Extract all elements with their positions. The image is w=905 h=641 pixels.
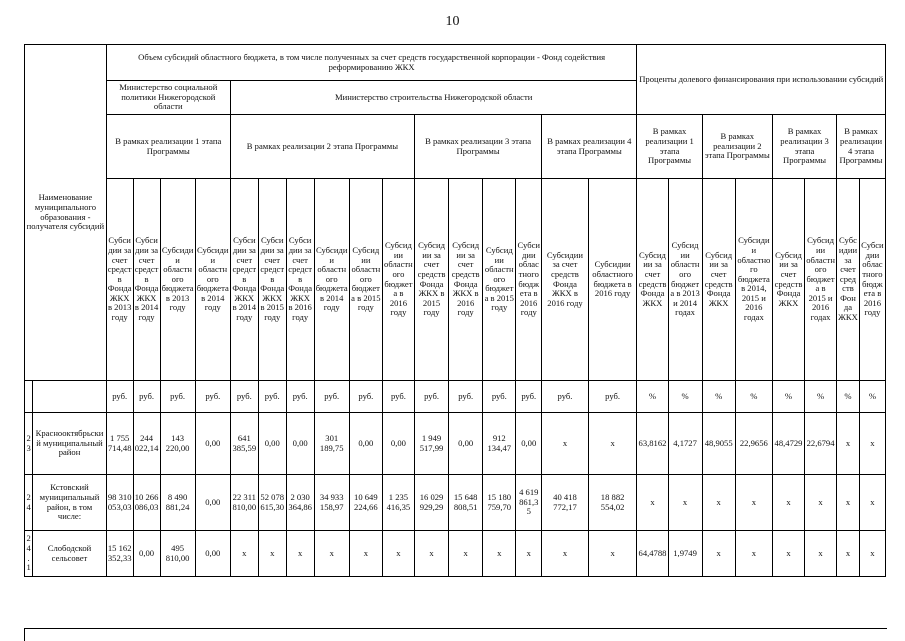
- value-cell: x: [230, 531, 258, 577]
- unit-cell: руб.: [195, 381, 230, 413]
- value-cell: x: [702, 475, 735, 531]
- unit-cell: руб.: [133, 381, 160, 413]
- value-cell: 64,4788: [637, 531, 668, 577]
- subheader-cell: Субсидии за счет средств Фонда ЖКХ: [837, 179, 860, 381]
- value-cell: 4,1727: [668, 413, 702, 475]
- subheader-cell: Субсидии областного бюджета в 2016 году: [382, 179, 414, 381]
- header-volume-title: Объем субсидий областного бюджета, в том числе полученных за счет средств государственной корпорации - Фонд содействия реформированию ЖКХ: [106, 45, 637, 81]
- value-cell: 0,00: [382, 413, 414, 475]
- value-cell: 1 949 517,99: [414, 413, 448, 475]
- value-cell: x: [449, 531, 483, 577]
- unit-cell: руб.: [542, 381, 589, 413]
- unit-cell: %: [837, 381, 860, 413]
- value-cell: 16 029 929,29: [414, 475, 448, 531]
- unit-cell: %: [637, 381, 668, 413]
- value-cell: 1 235 416,35: [382, 475, 414, 531]
- table-row: [25, 475, 886, 531]
- value-cell: x: [837, 413, 860, 475]
- value-cell: 143 220,00: [160, 413, 195, 475]
- value-cell: 8 490 881,24: [160, 475, 195, 531]
- value-cell: 48,9055: [702, 413, 735, 475]
- value-cell: 641 385,59: [230, 413, 258, 475]
- header-stage3: В рамках реализации 3 этапа Программы: [414, 115, 541, 179]
- subheader-cell: Субсидии за счет средств Фонда ЖКХ: [637, 179, 668, 381]
- value-cell: x: [859, 475, 885, 531]
- value-cell: 52 078 615,30: [258, 475, 286, 531]
- page-number: 10: [445, 14, 460, 29]
- value-cell: 22,6794: [805, 413, 837, 475]
- value-cell: 495 810,00: [160, 531, 195, 577]
- subheader-cell: Субсидии за счет средств Фонда ЖКХ: [702, 179, 735, 381]
- value-cell: x: [805, 475, 837, 531]
- row-name: Краснооктябрьский муниципальный район: [33, 413, 106, 475]
- subheader-cell: Субсидии областного бюджета в 2014 году: [314, 179, 349, 381]
- row-number: 23: [25, 413, 33, 475]
- value-cell: x: [314, 531, 349, 577]
- subheader-cell: Субсидии областного бюджета в 2016 году: [588, 179, 637, 381]
- value-cell: 0,00: [516, 413, 542, 475]
- value-cell: x: [735, 531, 772, 577]
- value-cell: x: [588, 531, 637, 577]
- value-cell: 22,9656: [735, 413, 772, 475]
- value-cell: 912 134,47: [483, 413, 516, 475]
- value-cell: 1 755 714,48: [106, 413, 133, 475]
- subheader-cell: Субсидии областного бюджета в 2014 году: [195, 179, 230, 381]
- value-cell: 0,00: [133, 531, 160, 577]
- value-cell: 15 162 352,33: [106, 531, 133, 577]
- value-cell: x: [702, 531, 735, 577]
- header-pct-stage4: В рамках реализации 4 этапа Программы: [837, 115, 886, 179]
- subheader-cell: Субсидии областного бюджета в 2013 и 2014 годах: [668, 179, 702, 381]
- value-cell: x: [516, 531, 542, 577]
- value-cell: x: [414, 531, 448, 577]
- row-name: Кстовский муниципальный район, в том числе:: [33, 475, 106, 531]
- value-cell: x: [837, 475, 860, 531]
- header-stage1: В рамках реализации 1 этапа Программы: [106, 115, 230, 179]
- subheader-cell: Субсидии за счет средств Фонда ЖКХ в 2013 году: [106, 179, 133, 381]
- header-pct-stage2: В рамках реализации 2 этапа Программы: [702, 115, 772, 179]
- unit-cell: %: [805, 381, 837, 413]
- header-percent-title: Проценты долевого финансирования при использовании субсидий: [637, 45, 886, 115]
- unit-cell: руб.: [449, 381, 483, 413]
- value-cell: 1,9749: [668, 531, 702, 577]
- unit-cell: руб.: [588, 381, 637, 413]
- table-row: [25, 531, 886, 577]
- value-cell: 10 649 224,66: [349, 475, 382, 531]
- value-cell: x: [286, 531, 314, 577]
- value-cell: 0,00: [449, 413, 483, 475]
- value-cell: x: [805, 531, 837, 577]
- unit-cell: %: [735, 381, 772, 413]
- value-cell: 0,00: [195, 475, 230, 531]
- value-cell: 15 180 759,70: [483, 475, 516, 531]
- subheader-cell: Субсидии областного бюджета в 2014, 2015 и 2016 годах: [735, 179, 772, 381]
- subheader-cell: Субсидии за счет средств Фонда ЖКХ в 2014 году: [230, 179, 258, 381]
- unit-cell: %: [668, 381, 702, 413]
- unit-cell: руб.: [483, 381, 516, 413]
- row-number: 24: [25, 475, 33, 531]
- value-cell: x: [542, 413, 589, 475]
- header-ministry-construction: Министерство строительства Нижегородской области: [230, 81, 637, 115]
- value-cell: 98 310 053,03: [106, 475, 133, 531]
- unit-cell: руб.: [414, 381, 448, 413]
- value-cell: 15 648 808,51: [449, 475, 483, 531]
- unit-cell: руб.: [230, 381, 258, 413]
- value-cell: x: [588, 413, 637, 475]
- value-cell: x: [735, 475, 772, 531]
- value-cell: x: [542, 531, 589, 577]
- subheader-cell: Субсидии за счет средств Фонда ЖКХ в 2016 году: [449, 179, 483, 381]
- value-cell: x: [772, 475, 804, 531]
- value-cell: 2 030 364,86: [286, 475, 314, 531]
- unit-cell: руб.: [160, 381, 195, 413]
- unit-cell: %: [702, 381, 735, 413]
- subheader-cell: Субсидии областного бюджета в 2016 году: [859, 179, 885, 381]
- value-cell: 0,00: [195, 413, 230, 475]
- header-ministry-social: Министерство социальной политики Нижегородской области: [106, 81, 230, 115]
- value-cell: x: [483, 531, 516, 577]
- value-cell: 0,00: [258, 413, 286, 475]
- header-pct-stage1: В рамках реализации 1 этапа Программы: [637, 115, 702, 179]
- unit-cell: руб.: [516, 381, 542, 413]
- value-cell: 22 311 810,00: [230, 475, 258, 531]
- unit-cell: руб.: [106, 381, 133, 413]
- value-cell: x: [837, 531, 860, 577]
- unit-cell: руб.: [286, 381, 314, 413]
- value-cell: x: [668, 475, 702, 531]
- subheader-cell: Субсидии за счет средств Фонда ЖКХ в 2014 году: [133, 179, 160, 381]
- value-cell: 4 619 861,35: [516, 475, 542, 531]
- value-cell: 48,4729: [772, 413, 804, 475]
- value-cell: 0,00: [286, 413, 314, 475]
- value-cell: 0,00: [349, 413, 382, 475]
- row-number: 24.1: [25, 531, 33, 577]
- value-cell: 244 022,14: [133, 413, 160, 475]
- value-cell: x: [382, 531, 414, 577]
- header-stage2: В рамках реализации 2 этапа Программы: [230, 115, 414, 179]
- value-cell: 10 266 086,03: [133, 475, 160, 531]
- subheader-cell: Субсидии областного бюджета в 2015 году: [349, 179, 382, 381]
- subheader-cell: Субсидии областного бюджета в 2015 и 2016 годах: [805, 179, 837, 381]
- value-cell: x: [637, 475, 668, 531]
- header-stage4: В рамках реализации 4 этапа Программы: [542, 115, 637, 179]
- unit-cell: руб.: [258, 381, 286, 413]
- page-bottom-edge: [24, 628, 887, 641]
- value-cell: 63,8162: [637, 413, 668, 475]
- value-cell: x: [258, 531, 286, 577]
- table-row: [25, 413, 886, 475]
- unit-cell: руб.: [314, 381, 349, 413]
- subheader-cell: Субсидии областного бюджета в 2016 году: [516, 179, 542, 381]
- value-cell: 18 882 554,02: [588, 475, 637, 531]
- subheader-cell: Субсидии за счет средств Фонда ЖКХ в 2016 году: [542, 179, 589, 381]
- subheader-cell: Субсидии за счет средств Фонда ЖКХ в 2016 году: [286, 179, 314, 381]
- unit-cell: руб.: [349, 381, 382, 413]
- value-cell: x: [772, 531, 804, 577]
- value-cell: x: [859, 531, 885, 577]
- value-cell: x: [859, 413, 885, 475]
- value-cell: x: [349, 531, 382, 577]
- unit-cell: руб.: [382, 381, 414, 413]
- value-cell: 0,00: [195, 531, 230, 577]
- unit-cell: %: [859, 381, 885, 413]
- subsidy-table: [24, 44, 886, 577]
- subheader-cell: Субсидии областного бюджета в 2015 году: [483, 179, 516, 381]
- header-pct-stage3: В рамках реализации 3 этапа Программы: [772, 115, 836, 179]
- header-row-label: Наименование муниципального образования - получателя субсидий: [25, 45, 107, 381]
- subheader-cell: Субсидии за счет средств Фонда ЖКХ: [772, 179, 804, 381]
- subheader-cell: Субсидии областного бюджета в 2013 году: [160, 179, 195, 381]
- subheader-cell: Субсидии за счет средств Фонда ЖКХ в 2015 году: [414, 179, 448, 381]
- value-cell: 40 418 772,17: [542, 475, 589, 531]
- unit-cell: %: [772, 381, 804, 413]
- subheader-cell: Субсидии за счет средств Фонда ЖКХ в 2015 году: [258, 179, 286, 381]
- value-cell: 34 933 158,97: [314, 475, 349, 531]
- value-cell: 301 189,75: [314, 413, 349, 475]
- row-name: Слободской сельсовет: [33, 531, 106, 577]
